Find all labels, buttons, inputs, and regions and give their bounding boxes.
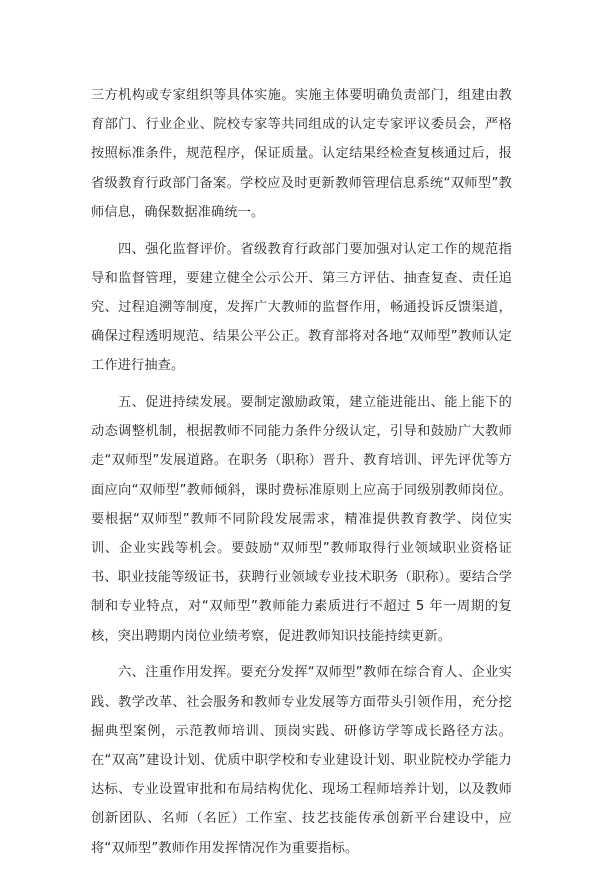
paragraph-role: 六、注重作用发挥。要充分发挥“双师型”教师在综合育人、企业实践、教学改革、社会服务和教师专业发展等方面带头引领作用，充分挖掘典型案例，示范教师培训、顶岗实践、研修访学等成长路径方法。在“双高”建设计划、优质中职学校和专业建设计划、职业院校办学能力达标、专业设置审批和布局结构优化、现场工程师培养计划，以及教师创新团队、名师（名匠）工作室、技艺技能传承创新平台建设中，应将“双师型”教师作用发挥情况作为重要指标。 bbox=[91, 665, 512, 856]
paragraph-development: 五、促进持续发展。要制定激励政策，建立能进能出、能上能下的动态调整机制，根据教师不同能力条件分级认定，引导和鼓励广大教师走“双师型”发展道路。在职务（职称）晋升、教育培训、评先评优等方面应向“双师型”教师倾斜，课时费标准原则上应高于同级别教师岗位。要根据“双师型”教师不同阶段发展需求，精准提供教育教学、岗位实训、企业实践等机会。要鼓励“双师型”教师取得行业领域职业资格证书、职业技能等级证书，获聘行业领域专业技术职务（职称）。要结合学制和专业特点，对“双师型”教师能力素质进行不超过 5 年一周期的复核，突出聘期内岗位业绩考察，促进教师知识技能持续更新。 bbox=[91, 395, 512, 644]
paragraph-continuation: 三方机构或专家组织等具体实施。实施主体要明确负责部门，组建由教育部门、行业企业、院校专家等共同组成的认定专家评议委员会，严格按照标准条件，规范程序，保证质量。认定结果经检查复核通过后，报省级教育行政部门备案。学校应及时更新教师管理信息系统“双师型”教师信息，确保数据准确统一。 bbox=[91, 88, 512, 220]
paragraph-supervision: 四、强化监督评价。省级教育行政部门要加强对认定工作的规范指导和监督管理，要建立健全公示公开、第三方评估、抽查复查、责任追究、过程追溯等制度，发挥广大教师的监督作用，畅通投诉反馈渠道，确保过程透明规范、结果公平公正。教育部将对各地“双师型”教师认定工作进行抽查。 bbox=[91, 241, 512, 374]
document-body bbox=[91, 81, 512, 870]
